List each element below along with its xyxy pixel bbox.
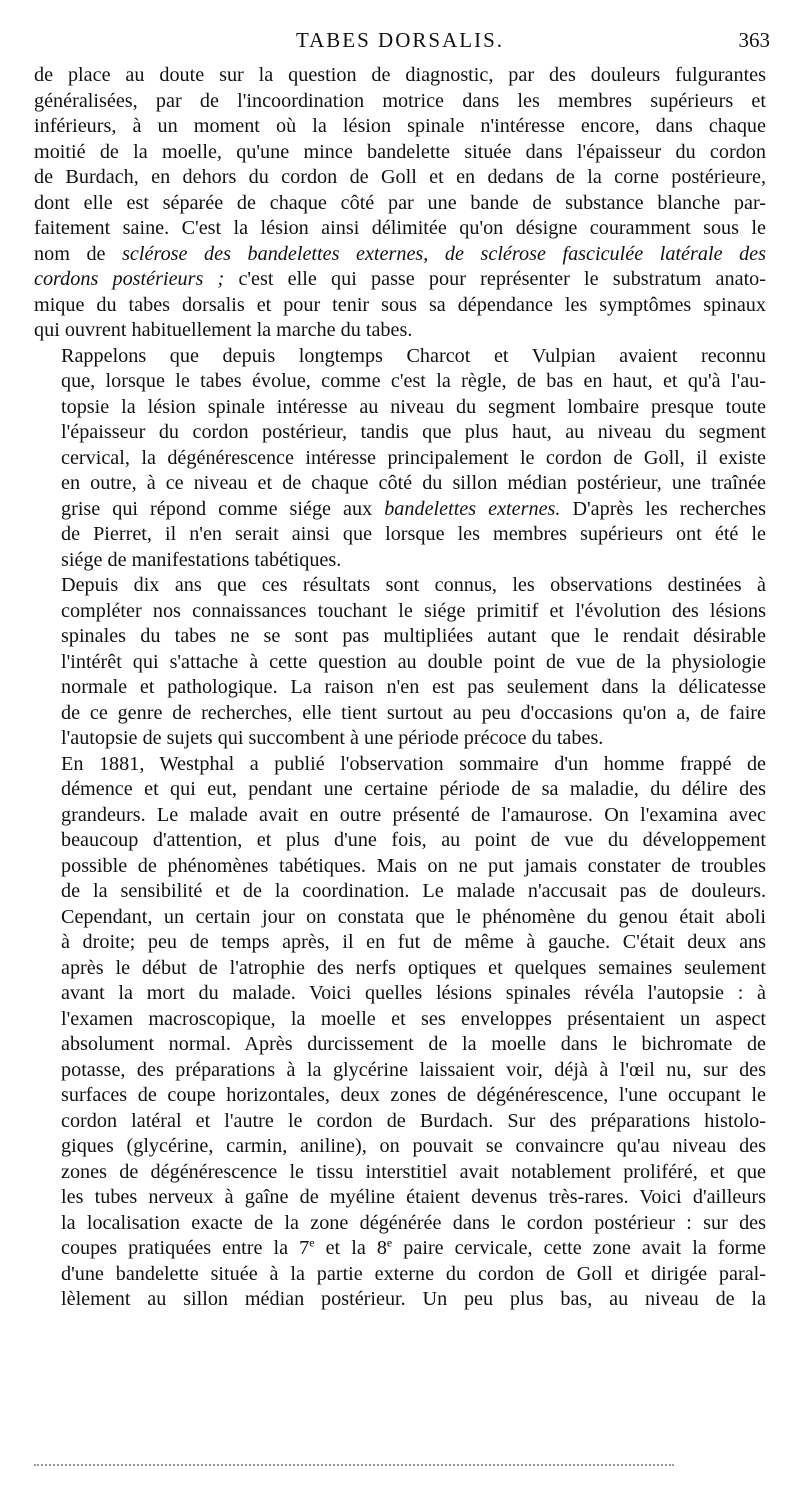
text-line: [34, 242, 766, 268]
text-line: lèlement au sillon médian postérieur. Un peu plus bas, au niveau de la: [61, 1288, 766, 1310]
text-line: généralisées, par de l'incoordination motrice dans les membres supérieurs et: [34, 89, 766, 112]
text-line: cervical, la dégénérescence intéresse principalement le cordon de Goll, il existe: [61, 446, 766, 469]
body-text: [34, 63, 766, 1313]
text-segment: c'est elle qui passe pour représenter le substratum anato-: [224, 268, 766, 290]
text-line: la localisation exacte de la zone dégénérée dans le cordon postérieur : sur des: [61, 1211, 766, 1234]
text-line: à droite; peu de temps après, il en fut de même à gauche. C'était deux ans: [61, 931, 766, 953]
text-line: En 1881, Westphal a publié l'observation sommaire d'un homme frappé de: [61, 752, 766, 775]
text-line: spinales du tabes ne se sont pas multipliées autant que le rendait désirable: [61, 625, 766, 647]
text-line: absolument normal. Après durcissement de la moelle dans le bichromate de: [61, 1033, 766, 1055]
text-line: démence et qui eut, pendant une certaine période de sa maladie, du délire des: [61, 778, 766, 800]
text-line: que, lorsque le tabes évolue, comme c'est la règle, de bas en haut, et qu'à l'au-: [61, 370, 766, 392]
text-line: Depuis dix ans que ces résultats sont connus, les observations destinées à: [61, 574, 766, 596]
text-line: l'autopsie de sujets qui succombent à une période précoce du tabes.: [61, 727, 604, 749]
text-line: normale et pathologique. La raison n'en est pas seulement dans la délicatesse: [61, 676, 766, 698]
text-line: possible de phénomènes tabétiques. Mais on ne put jamais constater de troubles: [61, 854, 766, 877]
text-segment: et la 8: [314, 1237, 387, 1259]
text-segment: sclérose des bandelettes externes, de sclérose fasciculée latérale des: [122, 242, 766, 265]
text-line: l'intérêt qui s'attache à cette question au double point de vue de la physiologie: [61, 650, 766, 673]
text-segment: e: [386, 1235, 393, 1250]
text-line: potasse, des préparations à la glycérine laissaient voir, déjà à l'œil nu, sur des: [61, 1058, 766, 1081]
running-header: [30, 28, 770, 58]
text-line: l'examen macroscopique, la moelle et ses enveloppes présentaient un aspect: [61, 1007, 766, 1030]
text-line: dont elle est séparée de chaque côté par une bande de substance blanche par-: [34, 191, 766, 214]
text-line: faitement saine. C'est la lésion ainsi délimitée qu'on désigne couramment sous le: [34, 217, 766, 239]
footer-dotted-rule: [34, 1464, 674, 1466]
text-segment: e: [309, 1235, 315, 1250]
text-line: Cependant, un certain jour on constata que le phénomène du genou était aboli: [61, 905, 766, 928]
text-segment: cordons postérieurs ;: [34, 268, 225, 290]
text-line: les tubes nerveux à gaîne de myéline étaient devenus très-rares. Voici d'ailleurs: [61, 1186, 766, 1208]
text-line: [34, 267, 766, 293]
text-line: siége de manifestations tabétiques.: [61, 548, 342, 571]
page-number: 363: [738, 28, 770, 52]
text-line: grandeurs. Le malade avait en outre présenté de l'amaurose. On l'examina avec: [61, 803, 766, 826]
text-line: Rappelons que depuis longtemps Charcot et Vulpian avaient reconnu: [61, 344, 766, 367]
text-segment: D'après les recherches: [560, 497, 766, 520]
text-line: beaucoup d'attention, et plus d'une fois, au point de vue du développement: [61, 829, 766, 851]
text-segment: grise qui répond comme siége aux: [61, 497, 385, 520]
text-line: en outre, à ce niveau et de chaque côté du sillon médian postérieur, une traînée: [61, 472, 766, 494]
text-line: [34, 497, 766, 523]
text-segment: coupes pratiquées entre la 7: [61, 1237, 310, 1259]
text-line: de place au doute sur la question de diagnostic, par des douleurs fulgurantes: [34, 64, 766, 86]
text-line: qui ouvrent habituellement la marche du tabes.: [34, 319, 413, 341]
paragraph: [34, 344, 766, 574]
text-line: mique du tabes dorsalis et pour tenir sous sa dépendance les symptômes spinaux: [34, 293, 766, 316]
running-title: TABES DORSALIS.: [295, 28, 504, 52]
text-line: d'une bandelette située à la partie externe du cordon de Goll et dirigée paral-: [61, 1262, 766, 1285]
paragraph: [34, 63, 766, 344]
text-line: de ce genre de recherches, elle tient surtout au peu d'occasions qu'on a, de faire: [61, 701, 766, 724]
text-line: de Pierret, il n'en serait ainsi que lorsque les membres supérieurs ont été le: [61, 523, 766, 545]
text-line: de Burdach, en dehors du cordon de Goll et en dedans de la corne postérieure,: [34, 166, 766, 188]
paragraph: [34, 573, 766, 752]
text-line: compléter nos connaissances touchant le siége primitif et l'évolution des lésions: [61, 599, 766, 622]
text-line: [34, 1236, 766, 1262]
text-line: zones de dégénérescence le tissu interstitiel avait notablement proliféré, et que: [61, 1160, 766, 1183]
paragraph: [34, 752, 766, 1313]
text-line: avant la mort du malade. Voici quelles lésions spinales révéla l'autopsie : à: [61, 982, 766, 1004]
text-segment: nom de: [34, 242, 123, 265]
text-segment: paire cervicale, cette zone avait la forme: [392, 1237, 767, 1259]
text-line: l'épaisseur du cordon postérieur, tandis que plus haut, au niveau du segment: [61, 421, 766, 443]
text-line: cordon latéral et l'autre le cordon de Burdach. Sur des préparations histolo-: [61, 1109, 766, 1132]
text-line: inférieurs, à un moment où la lésion spinale n'intéresse encore, dans chaque: [34, 115, 766, 137]
text-line: après le début de l'atrophie des nerfs optiques et quelques semaines seulement: [61, 956, 766, 979]
text-line: de la sensibilité et de la coordination. Le malade n'accusait pas de douleurs.: [61, 880, 766, 902]
text-segment: bandelettes externes.: [384, 497, 561, 520]
text-line: giques (glycérine, carmin, aniline), on pouvait se convaincre qu'au niveau des: [61, 1135, 766, 1157]
text-line: topsie la lésion spinale intéresse au niveau du segment lombaire presque toute: [61, 395, 766, 418]
text-line: surfaces de coupe horizontales, deux zones de dégénérescence, l'une occupant le: [61, 1084, 766, 1106]
text-line: moitié de la moelle, qu'une mince bandelette située dans l'épaisseur du cordon: [34, 140, 766, 163]
